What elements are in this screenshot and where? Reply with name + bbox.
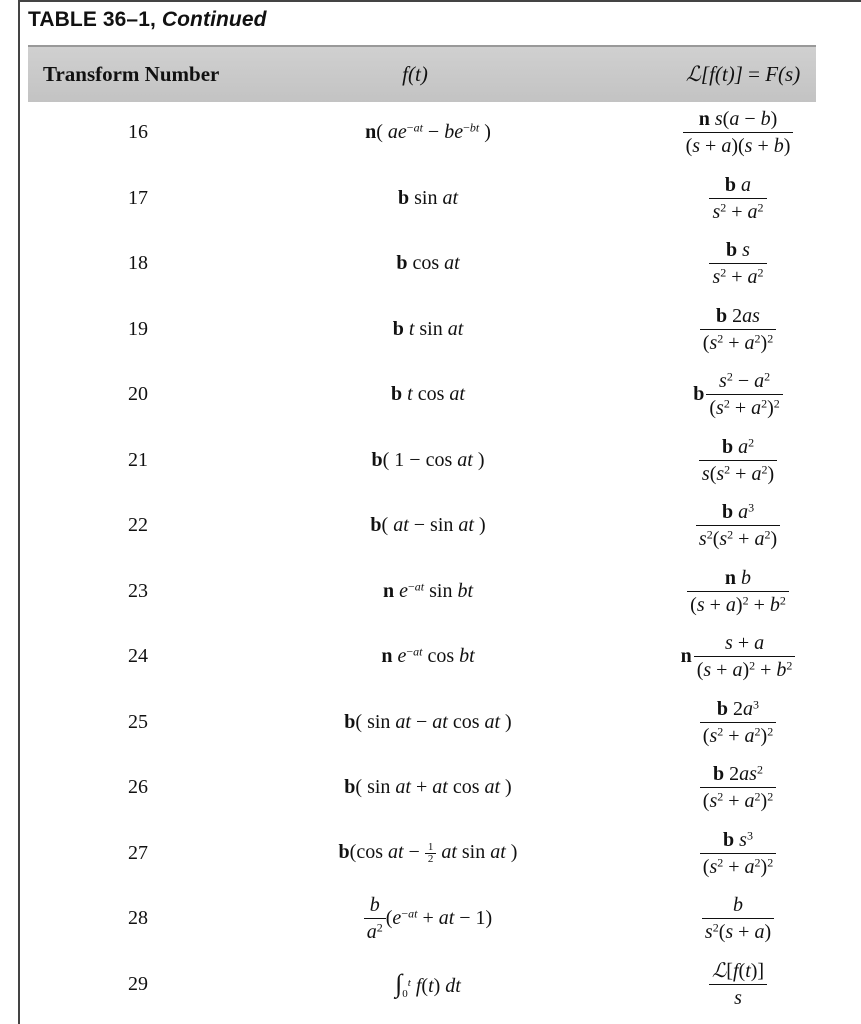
caption-label: TABLE 36–1, bbox=[28, 8, 156, 31]
table-row bbox=[28, 624, 816, 690]
table-row bbox=[28, 231, 816, 297]
time-function: b( 1 − cos at ) bbox=[371, 448, 485, 471]
laplace-transform: $\frac{b 2as}{(s^2 + a^2)^2}$ bbox=[638, 297, 838, 363]
laplace-transform: $\frac{b}{s^2(s + a)}$ bbox=[638, 886, 838, 952]
page-left-rule bbox=[18, 0, 20, 1024]
transform-number: 24 bbox=[128, 645, 148, 668]
laplace-transform: $\frac{\text{b s}}{s^2 + a^2}$ bbox=[638, 231, 838, 297]
time-function: b(cos at − $\frac{1}{2}$ at sin at ) bbox=[338, 841, 518, 866]
table-row bbox=[28, 297, 816, 363]
table-header bbox=[28, 45, 816, 102]
transform-number: 26 bbox=[128, 776, 148, 799]
header-ft: f(t) bbox=[402, 62, 428, 86]
time-function: b( at − sin at ) bbox=[370, 514, 486, 537]
time-function: n $e^{-at}$ cos bt bbox=[381, 644, 475, 668]
table-caption bbox=[28, 8, 267, 32]
transform-number: 21 bbox=[128, 448, 148, 471]
header-laplace bbox=[648, 47, 838, 102]
header-laplace-rhs: F(s) bbox=[765, 62, 801, 86]
table-row bbox=[28, 493, 816, 559]
laplace-transform: $\frac{\text{n s(a − b)}}{(s + a)(s + b)}$ bbox=[638, 100, 838, 166]
caption-suffix: Continued bbox=[161, 8, 267, 31]
laplace-transform: $\frac{\text{b a}}{s^2 + a^2}$ bbox=[638, 166, 838, 232]
table-row bbox=[28, 559, 816, 625]
transform-number: 20 bbox=[128, 383, 148, 406]
laplace-transform: n $\frac{s + a}{(s + a)^2 + b^2}$ bbox=[638, 624, 838, 690]
transform-number: 19 bbox=[128, 317, 148, 340]
laplace-transform: $\frac{\text{ℒ[f(t)]}}{s}$ bbox=[638, 952, 838, 1018]
header-laplace-lhs: ℒ[f(t)] bbox=[685, 62, 743, 86]
time-function: b( sin at + at cos at ) bbox=[344, 776, 512, 799]
transform-number: 29 bbox=[128, 972, 148, 995]
transform-number: 16 bbox=[128, 121, 148, 144]
transform-number: 25 bbox=[128, 710, 148, 733]
time-function: $\frac{b}{a^2}$ ($e^{-at}$ + at − 1) bbox=[278, 886, 578, 952]
time-function: n $e^{-at}$ sin bt bbox=[382, 579, 474, 602]
time-function: b t cos at bbox=[391, 383, 465, 406]
table-row bbox=[28, 100, 816, 166]
time-function: n( $ae^{-at} - be^{-bt}$ ) bbox=[365, 120, 491, 144]
table-row bbox=[28, 362, 816, 428]
laplace-transform: b $\frac{s^2 - a^2}{(s^2 + a^2)^2}$ bbox=[638, 362, 838, 428]
laplace-transform: $\frac{b a^2}{s(s^2 + a^2)}$ bbox=[638, 428, 838, 494]
transform-number: 27 bbox=[128, 841, 148, 864]
time-function: b( sin at − at cos at ) bbox=[344, 710, 512, 733]
header-transform-number: Transform Number bbox=[43, 62, 220, 86]
laplace-transform: $\frac{b 2as^2}{(s^2 + a^2)^2}$ bbox=[638, 755, 838, 821]
transform-number: 22 bbox=[128, 514, 148, 537]
table-row bbox=[28, 166, 816, 232]
laplace-transform: $\frac{b s^3}{(s^2 + a^2)^2}$ bbox=[638, 821, 838, 887]
transform-number: 18 bbox=[128, 252, 148, 275]
transform-number: 28 bbox=[128, 907, 148, 930]
table-row bbox=[28, 690, 816, 756]
table-row bbox=[28, 821, 816, 887]
header-laplace-eq: = bbox=[748, 62, 760, 86]
time-function: b sin at bbox=[397, 186, 459, 209]
page-top-rule bbox=[18, 0, 861, 2]
laplace-transform: $\frac{b 2a^3}{(s^2 + a^2)^2}$ bbox=[638, 690, 838, 756]
table-row bbox=[28, 952, 816, 1018]
transform-number: 23 bbox=[128, 579, 148, 602]
laplace-transform: $\frac{b a^3}{s^2(s^2 + a^2)}$ bbox=[638, 493, 838, 559]
table-row bbox=[28, 428, 816, 494]
laplace-transform: $\frac{\text{n b}}{(s + a)^2 + b^2}$ bbox=[638, 559, 838, 625]
table-row bbox=[28, 755, 816, 821]
transform-number: 17 bbox=[128, 186, 148, 209]
time-function: $\int_0^t$ f(t) dt bbox=[395, 968, 461, 1000]
time-function: b cos at bbox=[396, 252, 460, 275]
table-row bbox=[28, 886, 816, 952]
time-function: b t sin at bbox=[392, 317, 464, 340]
